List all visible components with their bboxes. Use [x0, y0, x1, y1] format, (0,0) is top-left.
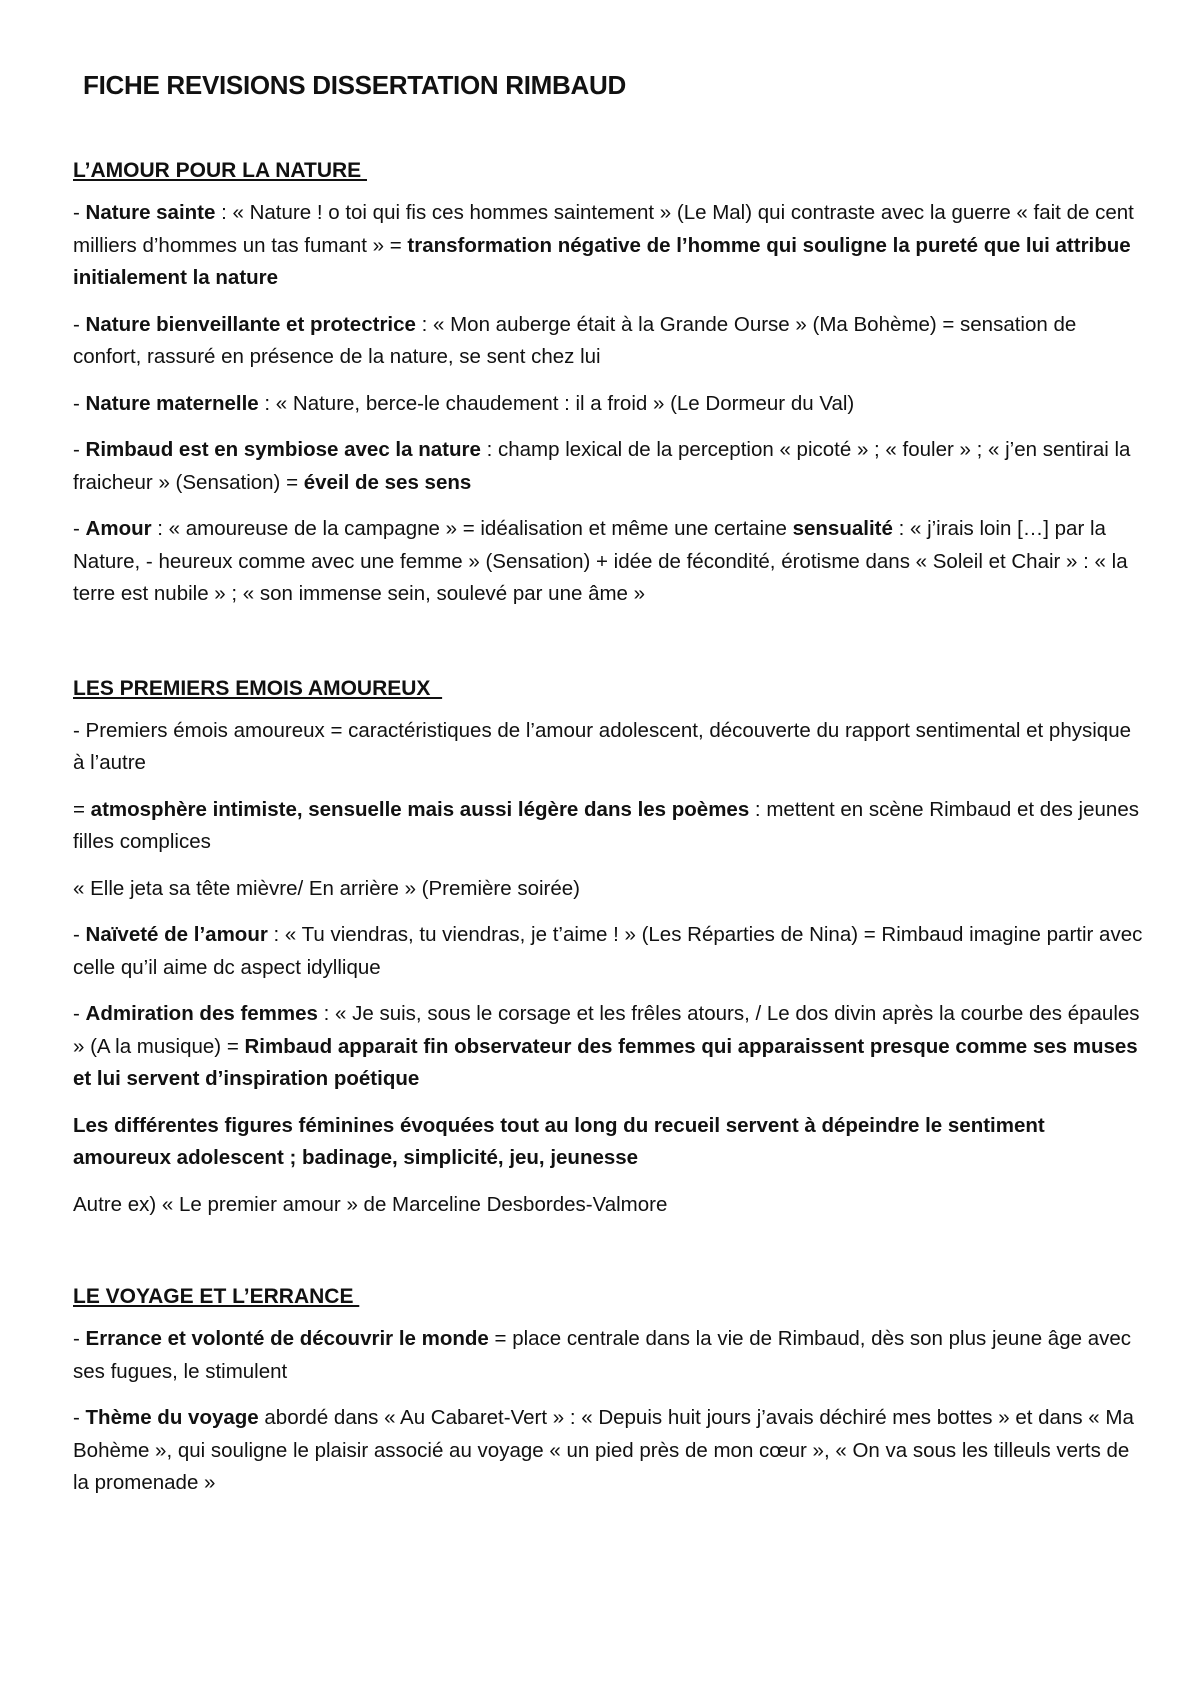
- bold-text: transformation négative de l’homme qui souligne la pureté que lui attribue initialement la nature: [73, 233, 1131, 289]
- text-run: abordé dans « Au Cabaret-Vert » : « Depuis huit jours j’avais déchiré mes bottes » et dans « Ma Bohème », qui souligne le plaisir associé au voyage « un pied près de mon cœur », « On va sous les tilleuls verts de la promenade »: [73, 1406, 1134, 1494]
- text-run: : « j’irais loin […] par la Nature, - heureux comme avec une femme » (Sensation) + idée de fécondité, érotisme dans « Soleil et Chair » : « la terre est nubile » ; « son immense sein, soulevé par une âme »: [73, 517, 1128, 605]
- paragraph: [73, 1402, 1143, 1500]
- text-run: -: [73, 391, 86, 415]
- text-run: -: [73, 312, 86, 336]
- paragraph: [73, 513, 1143, 611]
- paragraph: [73, 388, 1143, 421]
- text-run: = place centrale dans la vie de Rimbaud, dès son plus jeune âge avec ses fugues, le stimulent: [73, 1327, 1132, 1383]
- bold-text: Amour: [85, 517, 152, 540]
- text-run: -: [73, 201, 86, 224]
- paragraph: [73, 309, 1143, 374]
- bold-text: Thème du voyage: [85, 1406, 259, 1429]
- bold-text: Rimbaud est en symbiose avec la nature: [85, 438, 481, 461]
- text-run: -: [73, 438, 86, 461]
- text-run: -: [73, 923, 86, 946]
- bold-text: Nature bienveillante et protectrice: [85, 312, 416, 336]
- page-title: FICHE REVISIONS DISSERTATION RIMBAUD: [83, 70, 626, 100]
- text-run: : mettent en scène Rimbaud et des jeunes filles complices: [73, 797, 1139, 853]
- paragraph: [73, 1110, 1143, 1175]
- text-run: « Elle jeta sa tête mièvre/ En arrière » (Première soirée): [73, 876, 581, 900]
- paragraph: [73, 434, 1143, 499]
- text-run: : champ lexical de la perception « picoté » ; « fouler » ; « j’en sentirai la fraicheur » (Sensation) =: [73, 438, 1131, 494]
- bold-text: Errance et volonté de découvrir le monde: [85, 1327, 489, 1350]
- bold-text: Nature sainte: [85, 201, 216, 224]
- document-page: [73, 70, 1143, 1514]
- bold-text: Nature maternelle: [85, 391, 259, 415]
- text-run: : « Nature ! o toi qui fis ces hommes saintement » (Le Mal) qui contraste avec la guerre « fait de cent milliers d’hommes un tas fumant » =: [73, 201, 1134, 257]
- text-run: : « Je suis, sous le corsage et les frêles atours, / Le dos divin après la courbe des épaules » (A la musique) =: [73, 1002, 1140, 1058]
- bold-text: Naïveté de l’amour: [85, 923, 268, 946]
- text-run: =: [73, 797, 91, 821]
- bold-text: éveil de ses sens: [303, 470, 472, 494]
- text-run: : « Tu viendras, tu viendras, je t’aime ! » (Les Réparties de Nina) = Rimbaud imagine partir avec celle qu’il aime dc aspect idyllique: [73, 923, 1143, 979]
- text-run: - Premiers émois amoureux = caractéristiques de l’amour adolescent, découverte du rapport sentimental et physique à l’autre: [73, 718, 1131, 774]
- text-run: Autre ex) « Le premier amour » de Marceline Desbordes-Valmore: [73, 1192, 668, 1216]
- text-run: -: [73, 1327, 86, 1350]
- bold-text: Les différentes figures féminines évoquées tout au long du recueil servent à dépeindre le sentiment amoureux adolescent ; badinage, simplicité, jeu, jeunesse: [73, 1113, 1045, 1169]
- paragraph: [73, 794, 1143, 859]
- section-2: [73, 677, 1143, 1222]
- bold-text: sensualité: [792, 517, 893, 540]
- paragraph: [73, 873, 1143, 906]
- text-run: -: [73, 517, 86, 540]
- section-heading: L’AMOUR POUR LA NATURE: [73, 159, 367, 182]
- text-run: : « Nature, berce-le chaudement : il a froid » (Le Dormeur du Val): [258, 391, 855, 415]
- paragraph: [73, 998, 1143, 1096]
- text-run: -: [73, 1406, 86, 1429]
- section-heading: LES PREMIERS EMOIS AMOUREUX: [73, 676, 443, 700]
- bold-text: Rimbaud apparait fin observateur des femmes qui apparaissent presque comme ses muses et lui servent d’inspiration poétique: [73, 1034, 1138, 1090]
- paragraph: [73, 1323, 1143, 1388]
- paragraph: [73, 715, 1143, 780]
- bold-text: atmosphère intimiste, sensuelle mais aussi légère dans les poèmes: [90, 797, 750, 821]
- paragraph: [73, 197, 1143, 295]
- text-run: -: [73, 1002, 86, 1025]
- sections-container: [73, 159, 1143, 1500]
- section-heading: LE VOYAGE ET L’ERRANCE: [73, 1285, 360, 1308]
- paragraph: [73, 919, 1143, 984]
- text-run: : « amoureuse de la campagne » = idéalisation et même une certaine: [151, 517, 793, 540]
- bold-text: Admiration des femmes: [85, 1002, 318, 1025]
- section-3: [73, 1285, 1143, 1500]
- paragraph: [73, 1189, 1143, 1222]
- text-run: : « Mon auberge était à la Grande Ourse » (Ma Bohème) = sensation de confort, rassuré en présence de la nature, se sent chez lui: [73, 312, 1077, 368]
- section-1: [73, 159, 1143, 611]
